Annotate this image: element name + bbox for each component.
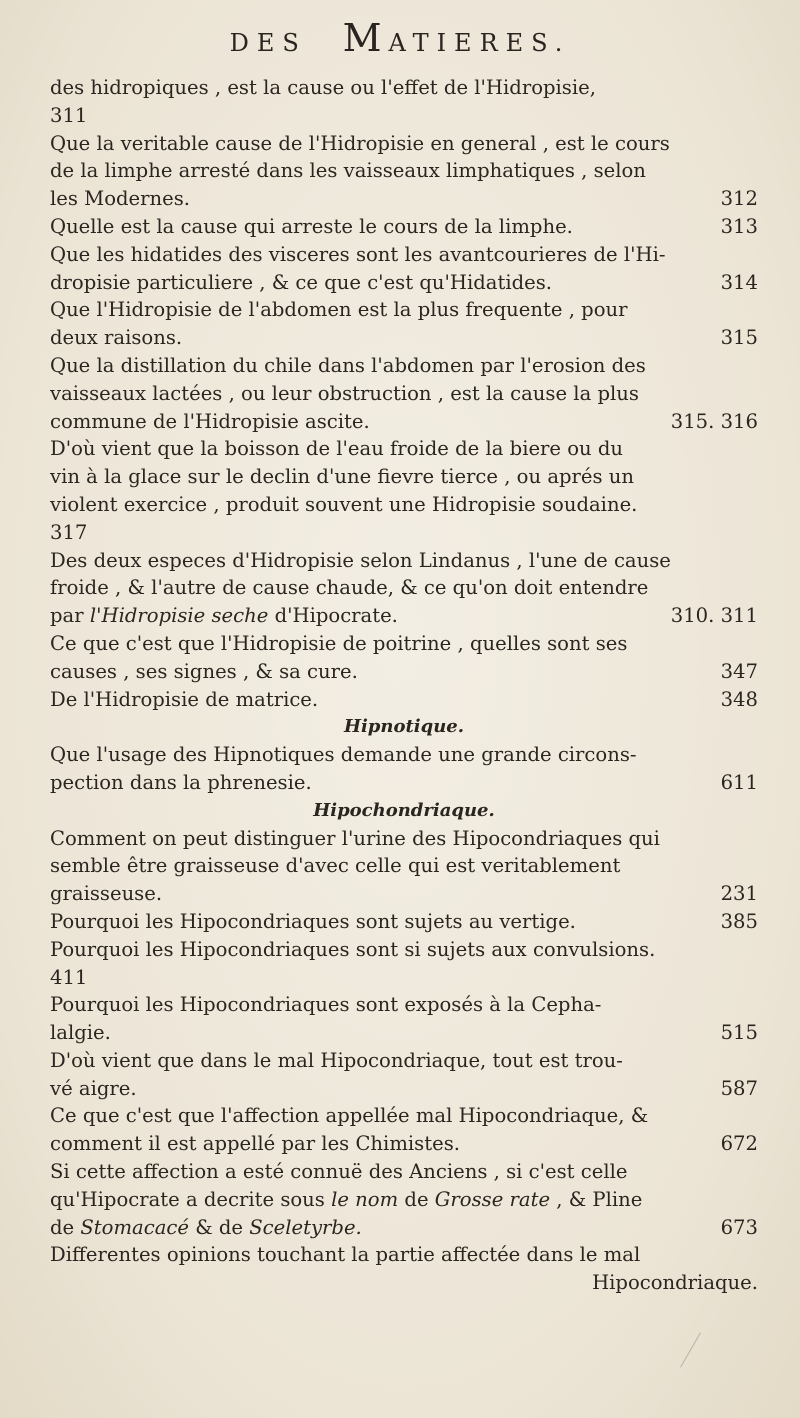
- header-prefix: DES: [229, 29, 307, 57]
- page-ref: 311: [50, 103, 88, 127]
- page-ref: 515: [720, 1021, 758, 1045]
- page-ref: 673: [720, 1215, 758, 1239]
- index-entry: Si cette affection a esté connuë des Anciens , si c'est celle qu'Hipocrate a decrite sous le nom de Grosse rate , & Pline de Stomacacé & de Sceletyrbe. 673: [50, 1158, 758, 1241]
- page-ref: 587: [720, 1076, 758, 1100]
- page-ref: 314: [720, 270, 758, 294]
- page-ref: 611: [720, 770, 758, 794]
- index-entry: Differentes opinions touchant la partie affectée dans le mal Hipocondriaque.: [50, 1243, 758, 1295]
- page-ref: 411: [50, 965, 88, 989]
- index-entry: Quelle est la cause qui arreste le cours de la limphe. 313: [50, 213, 758, 241]
- page-ref: 315: [720, 326, 758, 350]
- page-ref: 672: [720, 1132, 758, 1156]
- index-entry: Que l'Hidropisie de l'abdomen est la plus frequente , pour deux raisons. 315: [50, 296, 758, 352]
- page-ref: 317: [50, 520, 88, 544]
- page-ref: 310. 311: [670, 604, 758, 628]
- index-entry: Des deux especes d'Hidropisie selon Lindanus , l'une de cause froide , & l'autre de cause chaude, & ce qu'on doit entendre par l'Hidropisie seche d'Hipocrate. 310. 311: [50, 547, 758, 630]
- index-entry: D'où vient que la boisson de l'eau froide de la biere ou du vin à la glace sur le declin d'une fievre tierce , ou aprés un violent exercice , produit souvent une Hidropisie soudaine. 317: [50, 435, 758, 546]
- index-entry: Que l'usage des Hipnotiques demande une grande circons- pection dans la phrenesie. 611: [50, 741, 758, 797]
- index-entry: Que la veritable cause de l'Hidropisie en general , est le cours de la limphe arresté dans les vaisseaux limphatiques , selon les Modernes. 312: [50, 130, 758, 213]
- page-ref: 312: [720, 187, 758, 211]
- header-initial: M: [342, 16, 389, 60]
- page-ref: 347: [720, 659, 758, 683]
- page-ref: 231: [720, 882, 758, 906]
- index-entry: Que la distillation du chile dans l'abdomen par l'erosion des vaisseaux lactées , ou leur obstruction , est la cause la plus commune de l'Hidropisie ascite. 315. 316: [50, 352, 758, 435]
- page-ref: 315. 316: [670, 409, 758, 433]
- index-entry: des hidropiques , est la cause ou l'effet de l'Hidropisie, 311: [50, 74, 758, 130]
- index-entry: Pourquoi les Hipocondriaques sont si sujets aux convulsions. 411: [50, 936, 758, 992]
- index-entry: D'où vient que dans le mal Hipocondriaque, tout est trou- vé aigre. 587: [50, 1047, 758, 1103]
- running-header: [0, 16, 800, 60]
- page-ref: 385: [720, 909, 758, 933]
- section-heading: Hipochondriaque.: [313, 799, 495, 821]
- index-entry: Pourquoi les Hipocondriaques sont sujets au vertige. 385: [50, 908, 758, 936]
- index-entry: Ce que c'est que l'Hidropisie de poitrine , quelles sont ses causes , ses signes , & sa cure. 347: [50, 630, 758, 686]
- page-ref: 348: [720, 687, 758, 711]
- paper-mark: [680, 1332, 701, 1367]
- index-entry: Comment on peut distinguer l'urine des Hipocondriaques qui semble être graisseuse d'avec celle qui est veritablement graisseuse. 231: [50, 825, 758, 908]
- index-entry: Que les hidatides des visceres sont les avantcourieres de l'Hi- dropisie particuliere , & ce que c'est qu'Hidatides. 314: [50, 241, 758, 297]
- page-ref: 313: [720, 214, 758, 238]
- index-entry: Pourquoi les Hipocondriaques sont exposés à la Cepha- lalgie. 515: [50, 991, 758, 1047]
- index-entry: De l'Hidropisie de matrice. 348: [50, 686, 758, 714]
- index-text: [50, 74, 758, 1297]
- header-rest: ATIERES.: [388, 29, 571, 57]
- section-heading: Hipnotique.: [343, 716, 465, 738]
- index-entry: Ce que c'est que l'affection appellée mal Hipocondriaque, & comment il est appellé par les Chimistes. 672: [50, 1102, 758, 1158]
